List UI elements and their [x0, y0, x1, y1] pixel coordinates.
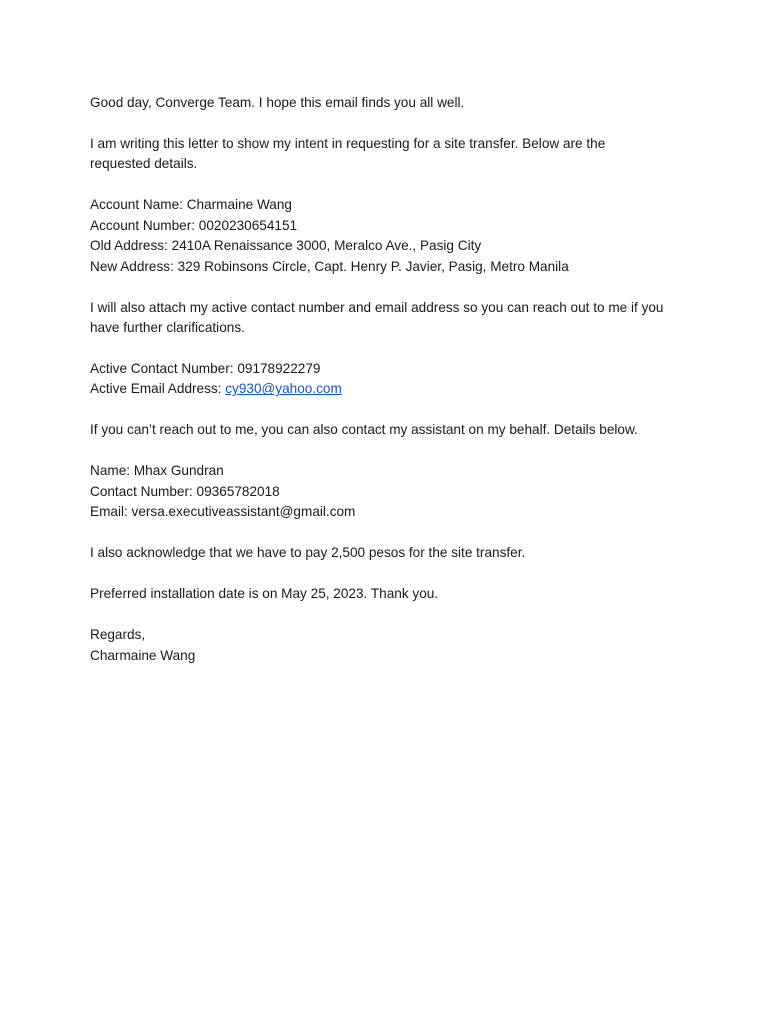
intro-line-1: I am writing this letter to show my intent in requesting for a site transfer. Below are the — [90, 136, 606, 151]
account-number: Account Number: 0020230654151 — [90, 217, 298, 233]
acknowledge-paragraph — [90, 543, 690, 563]
attach-line-1: I will also attach my active contact number and email address so you can reach out to me if you — [90, 299, 664, 315]
active-contact-number: Active Contact Number: 09178922279 — [90, 361, 321, 377]
acknowledge-text: I also acknowledge that we have to pay 2,500 pesos for the site transfer. — [90, 545, 526, 561]
signature-name: Charmaine Wang — [90, 647, 196, 663]
old-address: Old Address: 2410A Renaissance 3000, Meralco Ave., Pasig City — [90, 238, 482, 254]
assistant-intro-text: If you can’t reach out to me, you can also contact my assistant on my behalf. Details below. — [90, 422, 638, 438]
letter-body — [90, 93, 690, 687]
contact-details — [90, 359, 690, 400]
attach-paragraph — [90, 298, 690, 339]
active-email-line — [90, 379, 690, 399]
closing-block — [90, 625, 690, 666]
greeting-paragraph — [90, 93, 690, 113]
active-email-label: Active Email Address: — [90, 381, 226, 397]
new-address: New Address: 329 Robinsons Circle, Capt. Henry P. Javier, Pasig, Metro Manila — [90, 258, 569, 274]
closing-text: Regards, — [90, 627, 146, 643]
attach-line-2: have further clarifications. — [90, 320, 245, 336]
intro-paragraph — [90, 134, 690, 175]
installation-paragraph — [90, 584, 690, 604]
greeting-text: Good day, Converge Team. I hope this email finds you all well. — [90, 95, 465, 110]
assistant-details — [90, 461, 690, 522]
assistant-intro-paragraph — [90, 420, 690, 440]
account-name: Account Name: Charmaine Wang — [90, 197, 292, 213]
assistant-email: Email: versa.executiveassistant@gmail.com — [90, 504, 356, 520]
assistant-contact-number: Contact Number: 09365782018 — [90, 483, 280, 499]
installation-text: Preferred installation date is on May 25, 2023. Thank you. — [90, 586, 439, 602]
email-link[interactable]: cy930@yahoo.com — [225, 381, 342, 397]
assistant-name: Name: Mhax Gundran — [90, 463, 224, 479]
intro-line-2: requested details. — [90, 156, 198, 172]
account-details — [90, 195, 690, 277]
